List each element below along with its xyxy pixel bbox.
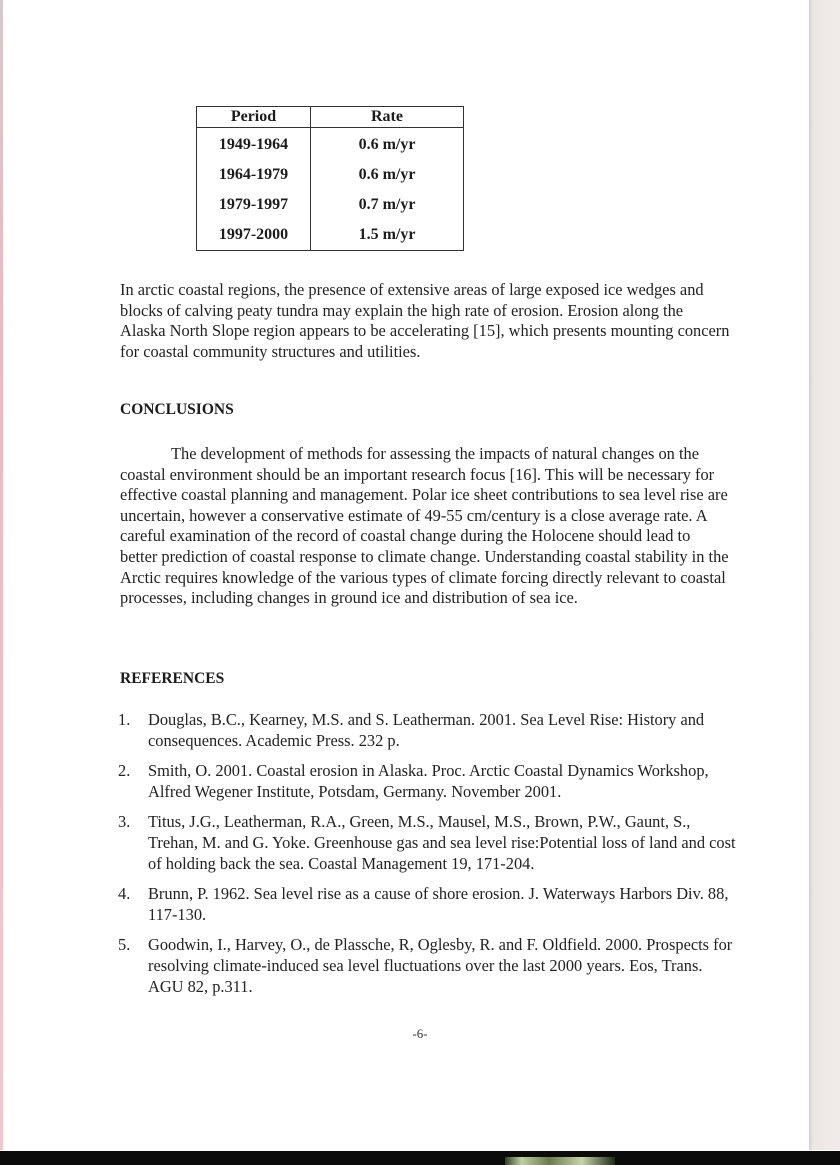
reference-text: Titus, J.G., Leatherman, R.A., Green, M.S., Mausel, M.S., Brown, P.W., Gaunt, S., Trehan, M. and G. Yoke. Greenhouse gas and sea level rise:Potential loss of land and cost of holding back the sea. Coastal Management 19, 171-204. — [148, 812, 736, 873]
table-row — [197, 128, 464, 161]
rate-cell: 0.7 m/yr — [311, 190, 464, 220]
reference-text: Douglas, B.C., Kearney, M.S. and S. Leatherman. 2001. Sea Level Rise: History and consequences. Academic Press. 232 p. — [148, 710, 705, 750]
reference-number: 5. — [118, 935, 131, 955]
page-number: -6- — [412, 1026, 428, 1041]
references-list — [118, 710, 738, 1007]
erosion-rate-table — [196, 106, 464, 251]
period-cell: 1964-1979 — [197, 160, 311, 190]
table-row — [197, 220, 464, 251]
reference-text: Brunn, P. 1962. Sea level rise as a cause of shore erosion. J. Waterways Harbors Div. 88, 117-130. — [148, 884, 729, 924]
scanner-bottom-band — [0, 1151, 840, 1165]
table-row — [197, 190, 464, 220]
reference-number: 3. — [118, 812, 131, 832]
reference-number: 4. — [118, 884, 131, 904]
reference-item — [118, 935, 738, 997]
scanned-page-right-shadow — [809, 0, 840, 1150]
period-cell: 1979-1997 — [197, 190, 311, 220]
reference-number: 2. — [118, 761, 131, 781]
intro-paragraph: In arctic coastal regions, the presence of extensive areas of large exposed ice wedges and blocks of calving peaty tundra may explain the high rate of erosion. Erosion along the Alaska North Slope region appears to be accelerating [15], which presents mounting concern for coastal community structures and utilities. — [120, 280, 730, 361]
period-cell: 1997-2000 — [197, 220, 311, 251]
reference-item — [118, 710, 738, 751]
table-header-row — [197, 107, 464, 128]
scanned-page-left-edge — [0, 0, 3, 1150]
reference-text: Goodwin, I., Harvey, O., de Plassche, R, Oglesby, R. and F. Oldfield. 2000. Prospects for resolving climate-induced sea level fluctuations over the last 2000 years. Eos, Trans. AGU 82, p.311. — [148, 935, 733, 996]
reference-item — [118, 812, 738, 874]
rate-cell: 0.6 m/yr — [311, 128, 464, 161]
reference-item — [118, 884, 738, 925]
conclusions-heading: CONCLUSIONS — [120, 401, 234, 418]
conclusions-paragraph: The development of methods for assessing the impacts of natural changes on the coastal environment should be an important research focus [16]. This will be necessary for effective coastal planning and management. Polar ice sheet contributions to sea level rise are uncertain, however a conservative estimate of 49-55 cm/century is a close average rate. A careful examination of the record of coastal change during the Holocene should lead to better prediction of coastal response to climate change. Understanding coastal stability in the Arctic requires knowledge of the various types of climate forcing directly relevant to coastal processes, including changes in ground ice and distribution of sea ice. — [120, 444, 729, 608]
header-period: Period — [197, 107, 311, 128]
references-heading: REFERENCES — [120, 670, 225, 687]
scanner-glare — [505, 1157, 615, 1165]
reference-text: Smith, O. 2001. Coastal erosion in Alaska. Proc. Arctic Coastal Dynamics Workshop, Alfred Wegener Institute, Potsdam, Germany. November 2001. — [148, 761, 709, 801]
period-cell: 1949-1964 — [197, 128, 311, 161]
reference-number: 1. — [118, 710, 131, 729]
rate-cell: 0.6 m/yr — [311, 160, 464, 190]
reference-item — [118, 761, 738, 802]
header-rate: Rate — [311, 107, 464, 128]
rate-cell: 1.5 m/yr — [311, 220, 464, 251]
table-row — [197, 160, 464, 190]
